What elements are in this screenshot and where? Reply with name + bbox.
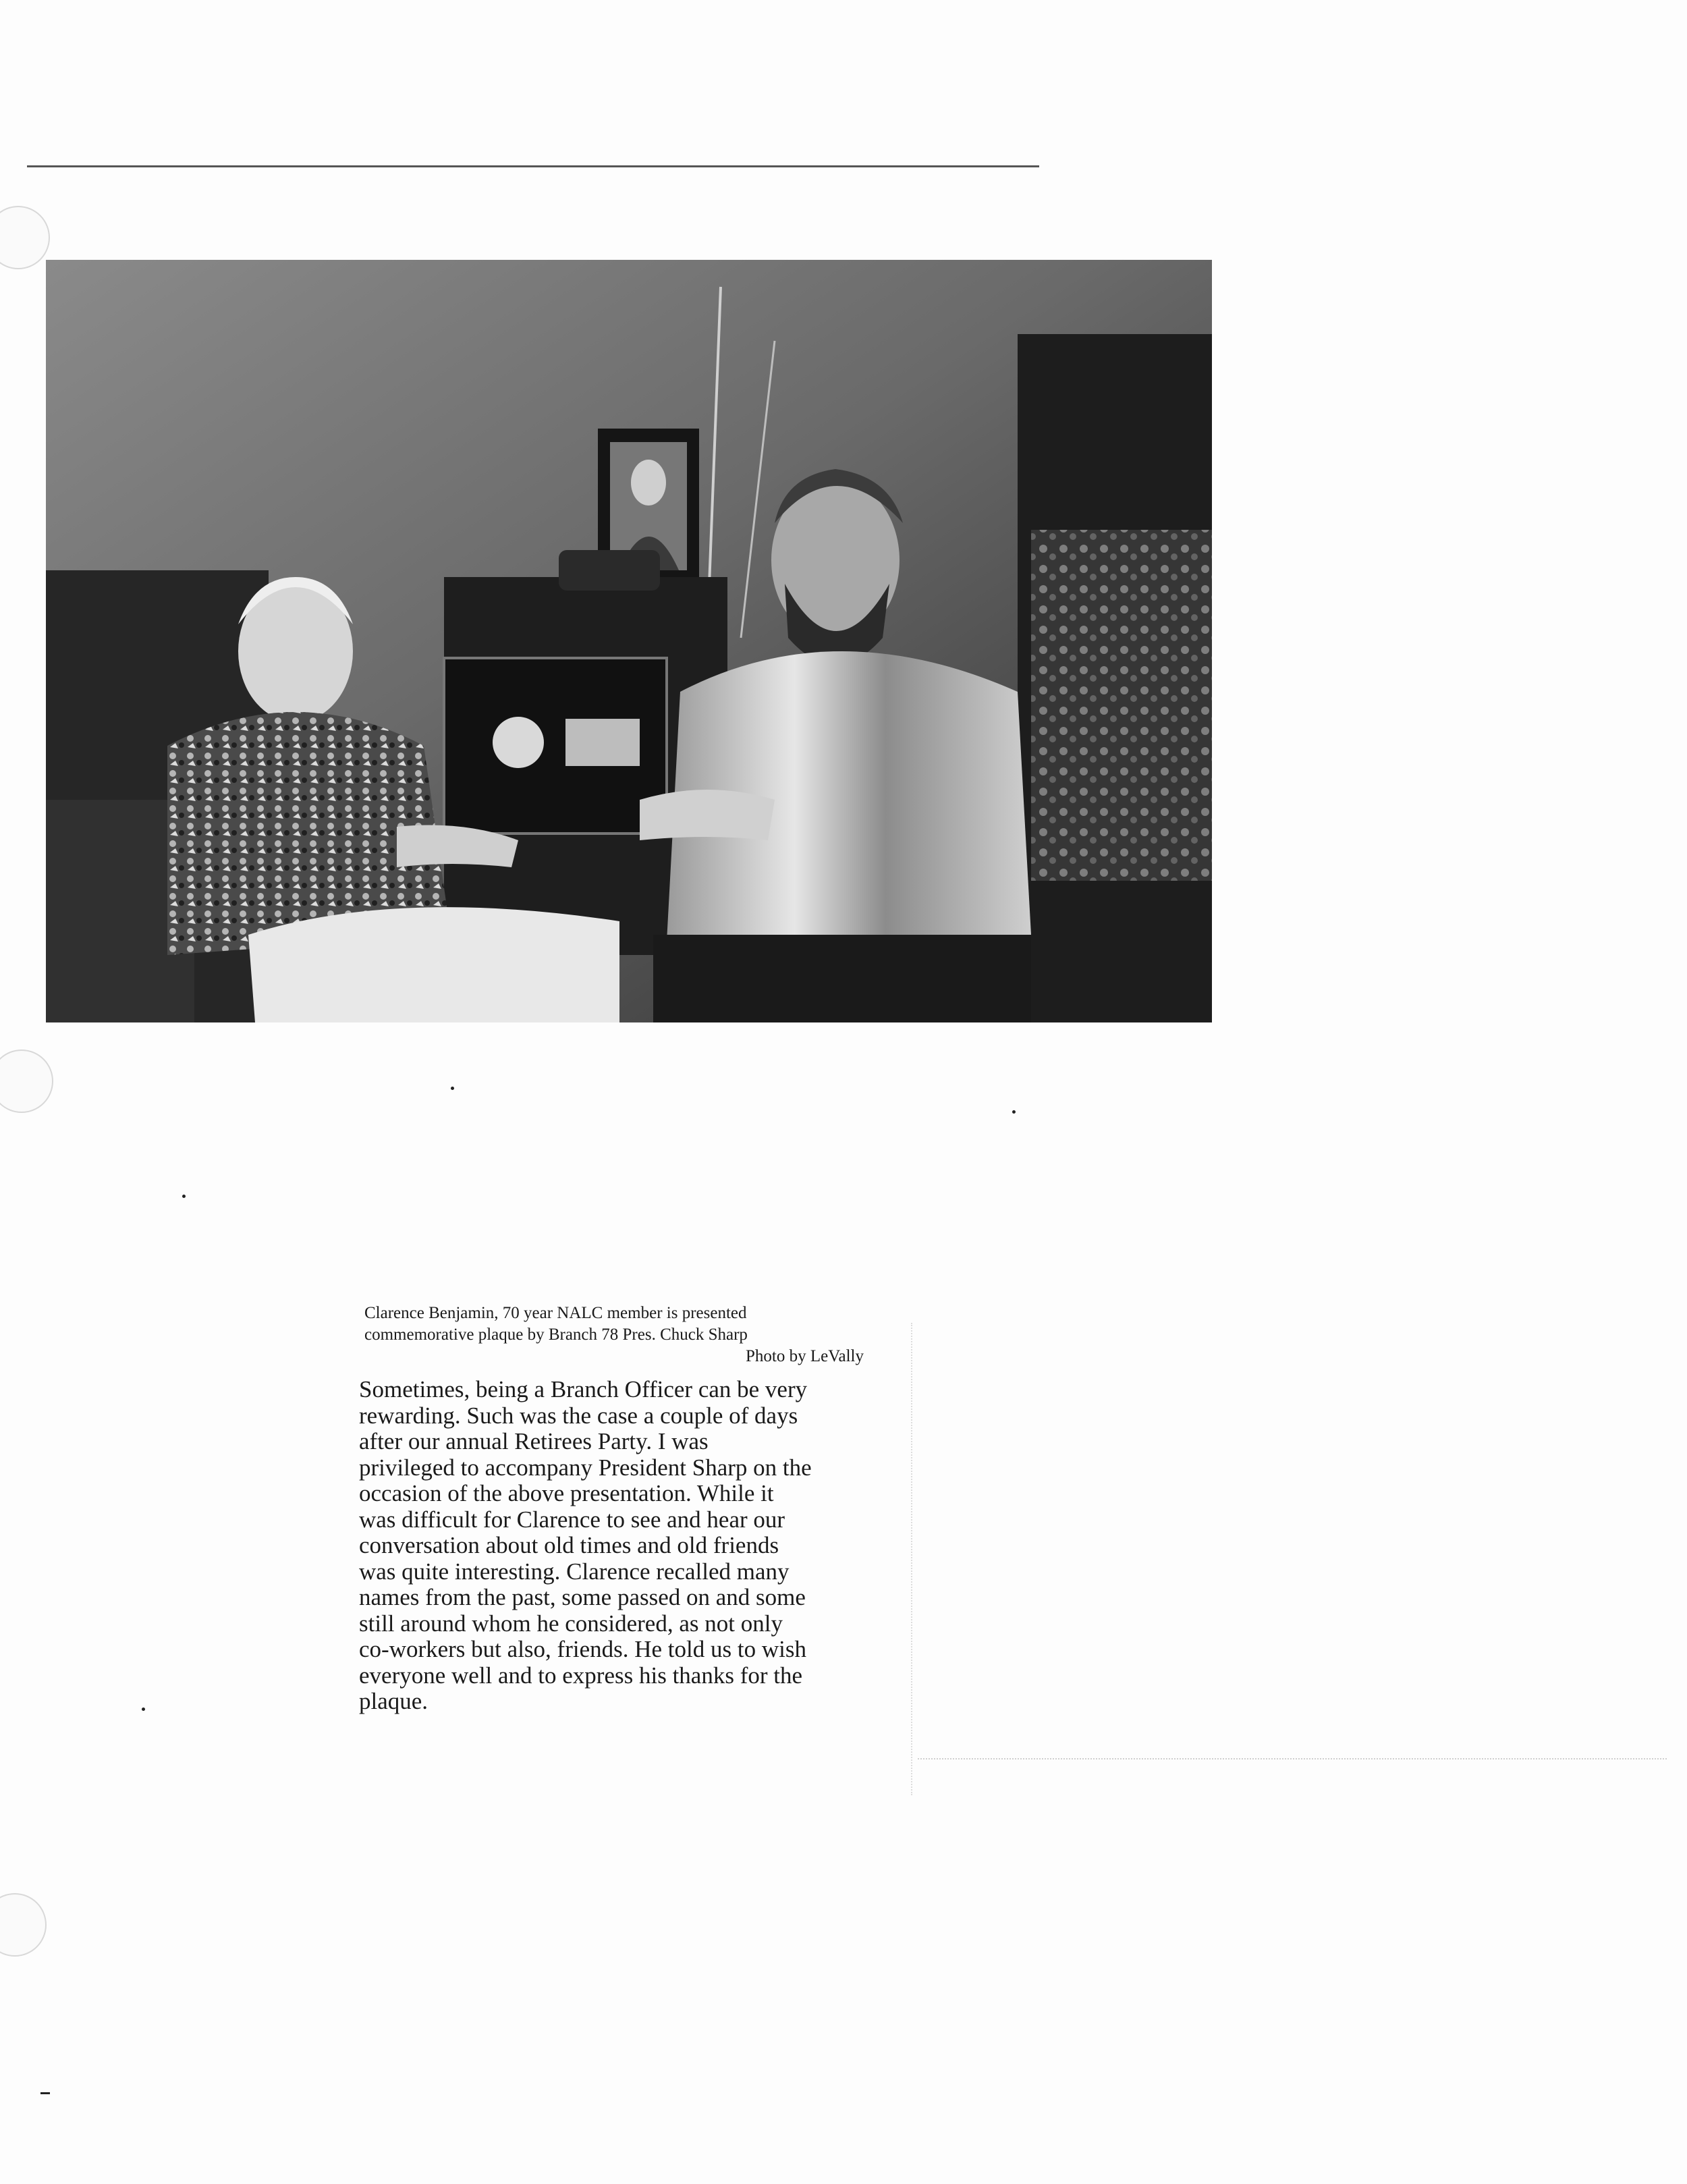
article-line: occasion of the above presentation. While it — [359, 1480, 774, 1506]
scan-artifact-line — [918, 1758, 1667, 1759]
article-line: still around whom he considered, as not only — [359, 1610, 783, 1637]
scan-artifact-line — [911, 1323, 912, 1795]
photograph-icon — [46, 260, 1212, 1022]
scan-speck — [1012, 1110, 1016, 1114]
caption-line: Clarence Benjamin, 70 year NALC member is presented — [364, 1304, 747, 1322]
article-line: privileged to accompany President Sharp on the — [359, 1454, 812, 1481]
binder-hole — [0, 1049, 53, 1113]
article-line: Sometimes, being a Branch Officer can be very — [359, 1376, 808, 1402]
article-line: was difficult for Clarence to see and hear our — [359, 1506, 785, 1533]
article-line: was quite interesting. Clarence recalled many — [359, 1558, 790, 1585]
scan-speck — [182, 1195, 186, 1198]
scan-speck — [142, 1708, 145, 1711]
article-body — [359, 1377, 906, 1715]
top-rule — [27, 165, 1039, 167]
binder-hole — [0, 1893, 47, 1957]
article-line: after our annual Retirees Party. I was — [359, 1428, 709, 1454]
article-line: rewarding. Such was the case a couple of days — [359, 1402, 798, 1429]
article-line: everyone well and to express his thanks for the — [359, 1662, 803, 1689]
photo-caption — [364, 1303, 877, 1367]
scan-speck — [451, 1087, 454, 1090]
scan-speck — [40, 2092, 50, 2094]
article-line: conversation about old times and old friends — [359, 1532, 779, 1558]
article-line: plaque. — [359, 1688, 428, 1714]
article-line: co-workers but also, friends. He told us to wish — [359, 1636, 806, 1662]
photograph — [46, 260, 1212, 1022]
article-line: names from the past, some passed on and some — [359, 1584, 806, 1610]
binder-hole — [0, 206, 50, 269]
photo-credit: Photo by LeVally — [746, 1347, 864, 1365]
caption-line: commemorative plaque by Branch 78 Pres. Chuck Sharp — [364, 1326, 748, 1344]
